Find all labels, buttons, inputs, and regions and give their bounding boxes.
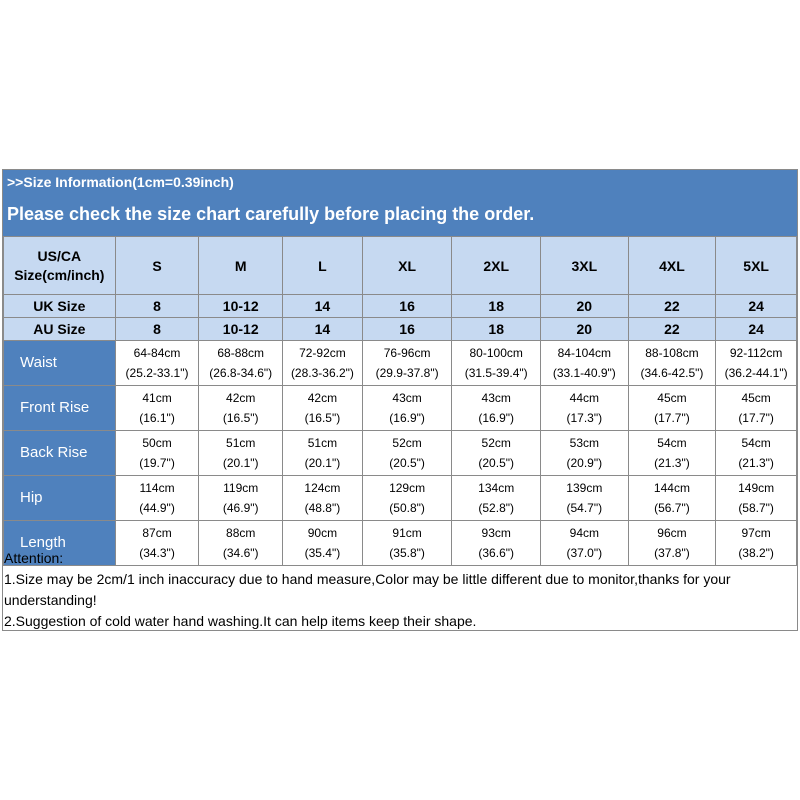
cm-value: 84-104cm [557,346,611,360]
measure-cell [452,341,541,386]
measure-cell [716,341,797,386]
us-size-label [4,237,116,295]
au-size-cell: 20 [541,318,629,341]
uk-size-label: UK Size [4,295,116,318]
measure-cell [452,386,541,431]
length-label: Length [4,521,116,566]
hip-label: Hip [4,476,116,521]
cm-value: 124cm [304,481,341,495]
cm-value: 64-84cm [133,346,181,360]
inch-value: (17.7") [738,411,774,425]
cm-value: 88cm [226,526,256,540]
back-rise-label: Back Rise [4,431,116,476]
size-chart [2,169,798,631]
measure-cell [628,341,716,386]
measure-cell [362,476,452,521]
inch-value: (36.6") [478,546,514,560]
measure-cell [199,431,283,476]
cm-value: 90cm [307,526,338,540]
cm-value: 51cm [226,436,256,450]
uk-size-cell: 8 [115,295,199,318]
us-size-row [4,237,797,295]
measure-cell [283,476,363,521]
au-size-cell: 18 [452,318,541,341]
cm-value: 42cm [226,391,256,405]
inch-value: (16.5") [222,411,259,425]
inch-value: (17.3") [566,411,603,425]
cm-value: 41cm [142,391,172,405]
inch-value: (36.2-44.1") [724,366,788,380]
inch-value: (16.9") [389,411,425,425]
attention-note-1: 1.Size may be 2cm/1 inch inaccuracy due to hand measure,Color may be little different due to monitor,thanks for your understanding! [4,571,731,608]
uk-size-row [4,295,797,318]
size-header: S [115,237,199,295]
measure-cell [115,431,199,476]
cm-value: 92-112cm [729,346,783,360]
measure-cell [115,476,199,521]
order-notice: Please check the size chart carefully before placing the order. [3,194,797,236]
inch-value: (20.9") [566,456,603,470]
size-header: M [199,237,283,295]
cm-value: 76-96cm [383,346,431,360]
inch-value: (35.4") [304,546,341,560]
front-rise-row [4,386,797,431]
hip-row [4,476,797,521]
cm-value: 42cm [307,391,338,405]
size-header: XL [362,237,452,295]
size-header: 5XL [716,237,797,295]
cm-value: 96cm [657,526,687,540]
size-header: L [283,237,363,295]
inch-value: (46.9") [222,501,259,515]
cm-value: 94cm [569,526,599,540]
measure-cell [716,476,797,521]
back-rise-row [4,431,797,476]
cm-value: 50cm [142,436,172,450]
attention-note-2: 2.Suggestion of cold water hand washing.It can help items keep their shape. [4,613,477,629]
inch-value: (21.3") [654,456,690,470]
size-table [3,236,797,566]
measure-cell [115,386,199,431]
cm-value: 54cm [657,436,687,450]
uk-size-cell: 10-12 [199,295,283,318]
au-size-cell: 10-12 [199,318,283,341]
cm-value: 87cm [142,526,172,540]
inch-value: (54.7") [566,501,603,515]
cm-value: 72-92cm [299,346,346,360]
measure-cell [541,341,629,386]
measure-cell [452,476,541,521]
cm-value: 129cm [389,481,426,495]
inch-value: (19.7") [139,456,175,470]
measure-cell [362,431,452,476]
inch-value: (20.5") [478,456,514,470]
measure-cell [283,341,363,386]
au-size-label: AU Size [4,318,116,341]
cm-value: 54cm [741,436,771,450]
cm-value: 119cm [223,481,259,495]
au-size-cell: 24 [716,318,797,341]
measure-cell [199,341,283,386]
inch-value: (29.9-37.8") [375,366,439,380]
measure-cell [541,431,629,476]
inch-value: (37.0") [566,546,603,560]
inch-value: (31.5-39.4") [464,366,528,380]
measure-cell [628,431,716,476]
inch-value: (35.8") [389,546,425,560]
measure-cell [283,431,363,476]
inch-value: (34.6-42.5") [640,366,704,380]
au-size-row [4,318,797,341]
inch-value: (58.7") [738,501,774,515]
waist-label: Waist [4,341,116,386]
measure-cell [541,476,629,521]
uk-size-cell: 22 [628,295,716,318]
au-size-cell: 8 [115,318,199,341]
cm-value: 44cm [569,391,599,405]
inch-value: (37.8") [654,546,690,560]
inch-value: (16.5") [304,411,341,425]
inch-value: (21.3") [738,456,774,470]
cm-value: 45cm [657,391,687,405]
cm-value: 43cm [481,391,511,405]
cm-value: 88-108cm [645,346,699,360]
au-size-cell: 16 [362,318,452,341]
us-size-label-line1: US/CA [37,247,82,264]
inch-value: (20.1") [222,456,259,470]
measure-cell [628,386,716,431]
measure-cell [541,386,629,431]
cm-value: 139cm [566,481,603,495]
measure-cell [716,431,797,476]
inch-value: (28.3-36.2") [290,366,354,380]
inch-value: (25.2-33.1") [125,366,189,380]
cm-value: 91cm [392,526,422,540]
inch-value: (50.8") [389,501,425,515]
cm-value: 149cm [738,481,775,495]
attention-title: Attention: [4,550,64,566]
inch-value: (34.3") [139,546,175,560]
cm-value: 52cm [481,436,511,450]
uk-size-cell: 16 [362,295,452,318]
size-header: 4XL [628,237,716,295]
inch-value: (33.1-40.9") [552,366,616,380]
inch-value: (38.2") [738,546,774,560]
size-header: 3XL [541,237,629,295]
measure-cell [283,386,363,431]
inch-value: (26.8-34.6") [209,366,273,380]
cm-value: 134cm [478,481,515,495]
inch-value: (44.9") [139,501,175,515]
cm-value: 114cm [139,481,175,495]
cm-value: 97cm [741,526,771,540]
cm-value: 68-88cm [217,346,265,360]
inch-value: (20.5") [389,456,425,470]
size-header: 2XL [452,237,541,295]
uk-size-cell: 18 [452,295,541,318]
measure-cell [199,386,283,431]
cm-value: 52cm [392,436,422,450]
cm-value: 51cm [307,436,338,450]
uk-size-cell: 24 [716,295,797,318]
front-rise-label: Front Rise [4,386,116,431]
attention-notes [3,548,797,632]
au-size-cell: 14 [283,318,363,341]
measure-cell [716,386,797,431]
cm-value: 80-100cm [469,346,523,360]
measure-cell [452,431,541,476]
measure-cell [362,386,452,431]
au-size-cell: 22 [628,318,716,341]
inch-value: (48.8") [304,501,341,515]
waist-row [4,341,797,386]
cm-value: 43cm [392,391,422,405]
cm-value: 93cm [481,526,511,540]
us-size-label-line2: Size(cm/inch) [14,266,105,283]
uk-size-cell: 20 [541,295,629,318]
cm-value: 144cm [653,481,690,495]
cm-value: 45cm [741,391,771,405]
inch-value: (34.6") [222,546,259,560]
inch-value: (16.1") [139,411,175,425]
inch-value: (56.7") [654,501,690,515]
size-info-header: >>Size Information(1cm=0.39inch) [3,170,797,194]
measure-cell [115,341,199,386]
inch-value: (16.9") [478,411,514,425]
inch-value: (20.1") [304,456,341,470]
inch-value: (52.8") [478,501,514,515]
measure-cell [199,476,283,521]
measure-cell [362,341,452,386]
inch-value: (17.7") [654,411,690,425]
uk-size-cell: 14 [283,295,363,318]
measure-cell [628,476,716,521]
cm-value: 53cm [569,436,599,450]
